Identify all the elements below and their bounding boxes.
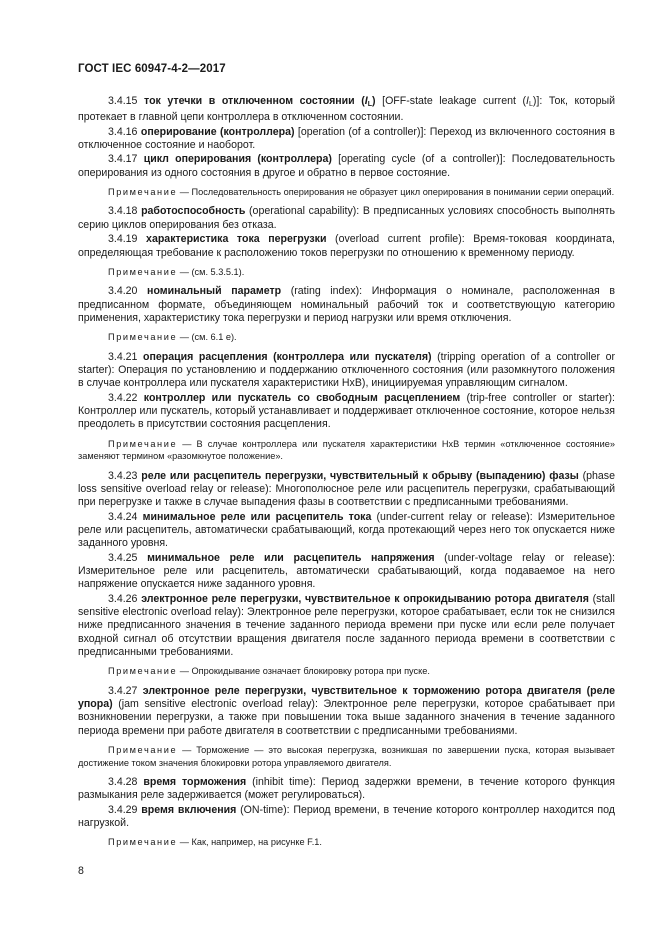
- clause-3-4-26: 3.4.26 электронное реле перегрузки, чувствительное к опрокидыванию ротора двигателя (stall sensitive electronic overload relay): Электронное реле перегрузки, которое срабатывает, если ток не снизился ниже предписанного значения в течение заданного периода времени при пуске или если реле получает входной сигнал об отсутствии вращения двигателя после заданного периода времени в соответствии с предписанными требованиями.: [78, 592, 616, 659]
- note-label: Примечание: [108, 187, 178, 198]
- term: реле или расцепитель перегрузки, чувствительный к обрыву (выпадению) фазы: [141, 469, 579, 482]
- clause-3-4-24: 3.4.24 минимальное реле или расцепитель тока (under-current relay or release): Измерительное реле или расцепитель, автоматически срабатывающий, когда протекающий через него ток опускается ниже заданного уровня.: [78, 510, 615, 550]
- clause-3-4-28: 3.4.28 время торможения (inhibit time): Период задержки времени, в течение которого функция размыкания реле задерживается (может регулироваться).: [78, 775, 616, 802]
- term: время торможения: [143, 775, 247, 788]
- term: контроллер или пускатель со свободным расцеплением: [143, 391, 461, 404]
- term: время включения: [141, 803, 237, 816]
- term: работоспособность: [141, 205, 246, 218]
- term: ток утечки в отключенном состоянии $(I_L)$: [144, 95, 376, 108]
- clause-3-4-27: 3.4.27 электронное реле перегрузки, чувствительное к торможению ротора двигателя (реле упора) (jam sensitive electronic overload relay): Электронное реле перегрузки, которое срабатывает при возникновении перегрузки, а также при повышении тока выше заданного значения в течение заданного периода времени при работе двигателя в соответствии с предписанными требованиями.: [78, 684, 615, 737]
- note-label: Примечание: [108, 266, 178, 277]
- document-body: [78, 95, 615, 856]
- clause-3-4-21: 3.4.21 операция расцепления (контроллера или пускателя) (tripping operation of a controller or starter): Операция по установлению и поддержанию отключенного состояния (или разомкнутого положения в случае контроллера или пускателя характеристики HxB), инициируемая управляющим сигналом.: [78, 350, 616, 390]
- note: Примечание — (см. 5.3.5.1).: [108, 266, 245, 277]
- page-header: ГОСТ IEC 60947-4-2—2017: [78, 63, 226, 75]
- note-label: Примечание: [108, 438, 178, 449]
- term: электронное реле перегрузки, чувствительное к торможению ротора двигателя (реле упора): [78, 684, 615, 711]
- term: номинальный параметр: [147, 285, 282, 298]
- note: Примечание — (см. 6.1 е).: [108, 332, 237, 343]
- note-label: Примечание: [108, 332, 178, 343]
- clause-3-4-23: 3.4.23 реле или расцепитель перегрузки, чувствительный к обрыву (выпадению) фазы (phase loss sensitive overload relay or release): Многополюсное реле или расцепитель перегрузки, срабатывающий при перегрузке и также в случае выпадения фазы в соответствии с предписанными требованиями.: [78, 469, 615, 509]
- clause-3-4-15: 3.4.15 ток утечки в отключенном состоянии $(I_L)$ [OFF-state leakage current $(I_L)$]: Ток, который протекает в главной цепи контроллера в отключенном состоянии.: [78, 95, 615, 124]
- clause-3-4-22: 3.4.22 контроллер или пускатель со свободным расцеплением (trip-free controller or starter): Контроллер или пускатель, который устанавливает и поддерживает отключенное состояние, которое нельзя преодолеть в присутствии состояния расцепления.: [78, 391, 615, 431]
- clause-3-4-19: 3.4.19 характеристика тока перегрузки (overload current profile): Время-токовая координата, определяющая требование к расположению токов перегрузки по отношению к временному периоду.: [78, 233, 615, 259]
- note-label: Примечание: [108, 666, 178, 677]
- note: Примечание — В случае контроллера или пускателя характеристики HxB термин «отключенное состояние» заменяют термином «разомкнутое положение».: [78, 438, 615, 462]
- term: цикл оперирования (контроллера): [143, 153, 332, 166]
- clause-3-4-17: 3.4.17 цикл оперирования (контроллера) [operating cycle (of a controller)]: Последовательность оперирования из одного состояния в другое и обратно в первое состояние.: [78, 153, 616, 179]
- term: характеристика тока перегрузки: [146, 233, 327, 246]
- clause-3-4-29: 3.4.29 время включения (ON-time): Период времени, в течение которого контроллер находится под нагрузкой.: [78, 803, 615, 829]
- clause-3-4-25: 3.4.25 минимальное реле или расцепитель напряжения (under-voltage relay or release): Измерительное реле или расцепитель, автоматически срабатывающий, когда подаваемое на него напряжение опускается ниже заданного уровня.: [78, 551, 615, 591]
- term: минимальное реле или расцепитель напряжения: [147, 551, 435, 564]
- clause-3-4-16: 3.4.16 оперирование (контроллера) [operation (of a controller)]: Переход из включенного состояния в отключенное состояние и наоборот.: [78, 125, 615, 152]
- clause-3-4-20: 3.4.20 номинальный параметр (rating index): Информация о номинале, расположенная в предписанном формате, объединяющем номинальный рабочий ток и соответствующую категорию применения, характеристику тока перегрузки и период нагрузки или время отключения.: [78, 285, 615, 324]
- note-label: Примечание: [108, 745, 178, 756]
- term: минимальное реле или расцепитель тока: [142, 510, 372, 523]
- clause-3-4-18: 3.4.18 работоспособность (operational capability): В предписанных условиях способность выполнять серию циклов оперирования без отказа.: [78, 205, 615, 231]
- note: Примечание — Опрокидывание означает блокировку ротора при пуске.: [108, 666, 430, 677]
- note: Примечание — Как, например, на рисунке F.1.: [108, 837, 322, 848]
- note: Примечание — Последовательность оперирования не образует цикл оперирования в понимании серии операций.: [108, 187, 615, 198]
- note-label: Примечание: [108, 837, 178, 848]
- term: оперирование (контроллера): [140, 125, 295, 138]
- term: операция расцепления (контроллера или пускателя): [143, 350, 432, 363]
- note: Примечание — Торможение — это высокая перегрузка, возникшая по завершении пуска, которая вызывает достижение током значения блокировки ротора управляемого двигателя.: [78, 745, 615, 768]
- page-number: 8: [78, 865, 84, 877]
- term: электронное реле перегрузки, чувствительное к опрокидыванию ротора двигателя: [141, 592, 589, 605]
